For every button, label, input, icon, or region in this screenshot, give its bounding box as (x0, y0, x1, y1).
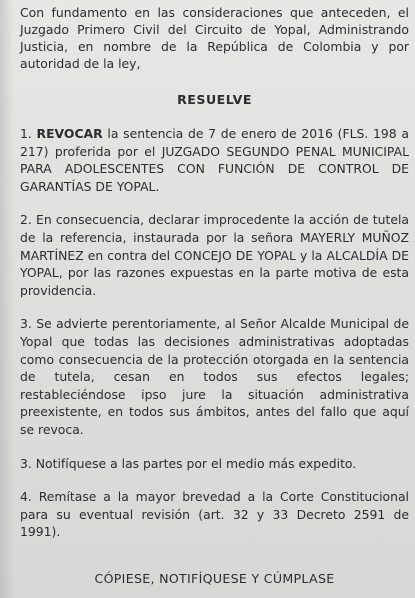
item-text: Se advierte perentoriamente, al Señor Alcalde Municipal de Yopal que todas las decisiones administrativas adoptadas como consecuencia de la protección otorgada en la sentencia de tutela, cesan en todos sus efectos legales; restableciéndose ipso jure la situación administrativa preexistente, en todos sus ámbitos, antes del fallo que aquí se revoca. (20, 316, 409, 437)
item-number: 2. (20, 212, 32, 228)
resolution-item-4 (20, 455, 409, 473)
item-text: Remítase a la mayor brevedad a la Corte Constitucional para su eventual revisión (art. 32 y 33 Decreto 2591 de 1991). (20, 489, 409, 540)
item-number: 1. (20, 126, 32, 141)
resolution-heading: RESUELVE (177, 92, 252, 107)
resolution-item-5 (20, 488, 409, 541)
resolution-item-3 (20, 315, 409, 438)
item-number: 3. (20, 316, 32, 332)
item-text: En consecuencia, declarar improcedente la acción de tutela de la referencia, instaurada por la señora MAYERLY MUÑOZ MARTÍNEZ en contra del CONCEJO DE YOPAL y la ALCALDÍA DE YOPAL, por las razones expuestas en la parte motiva de esta providencia. (20, 212, 409, 298)
resolution-item-1 (20, 125, 409, 195)
item-lead: REVOCAR (36, 126, 103, 141)
closing-formula: CÓPIESE, NOTIFÍQUESE Y CÚMPLASE (94, 570, 335, 586)
item-text: Notifíquese a las partes por el medio más expedito. (35, 455, 357, 471)
item-number: 3. (20, 455, 32, 471)
item-number: 4. (20, 489, 32, 505)
intro-paragraph: Con fundamento en las consideraciones que anteceden, el Juzgado Primero Civil del Circuito de Yopal, Administrando Justicia, en nombre de la República de Colombia y por autoridad de la ley, (20, 5, 409, 71)
item-text: la sentencia de 7 de enero de 2016 (FLS. 198 a 217) proferida por el JUZGADO SEGUNDO PENAL MUNICIPAL PARA ADOLESCENTES CON FUNCIÓN DE CONTROL DE GARANTÍAS DE YOPAL. (20, 126, 409, 194)
resolution-item-2 (20, 211, 409, 299)
